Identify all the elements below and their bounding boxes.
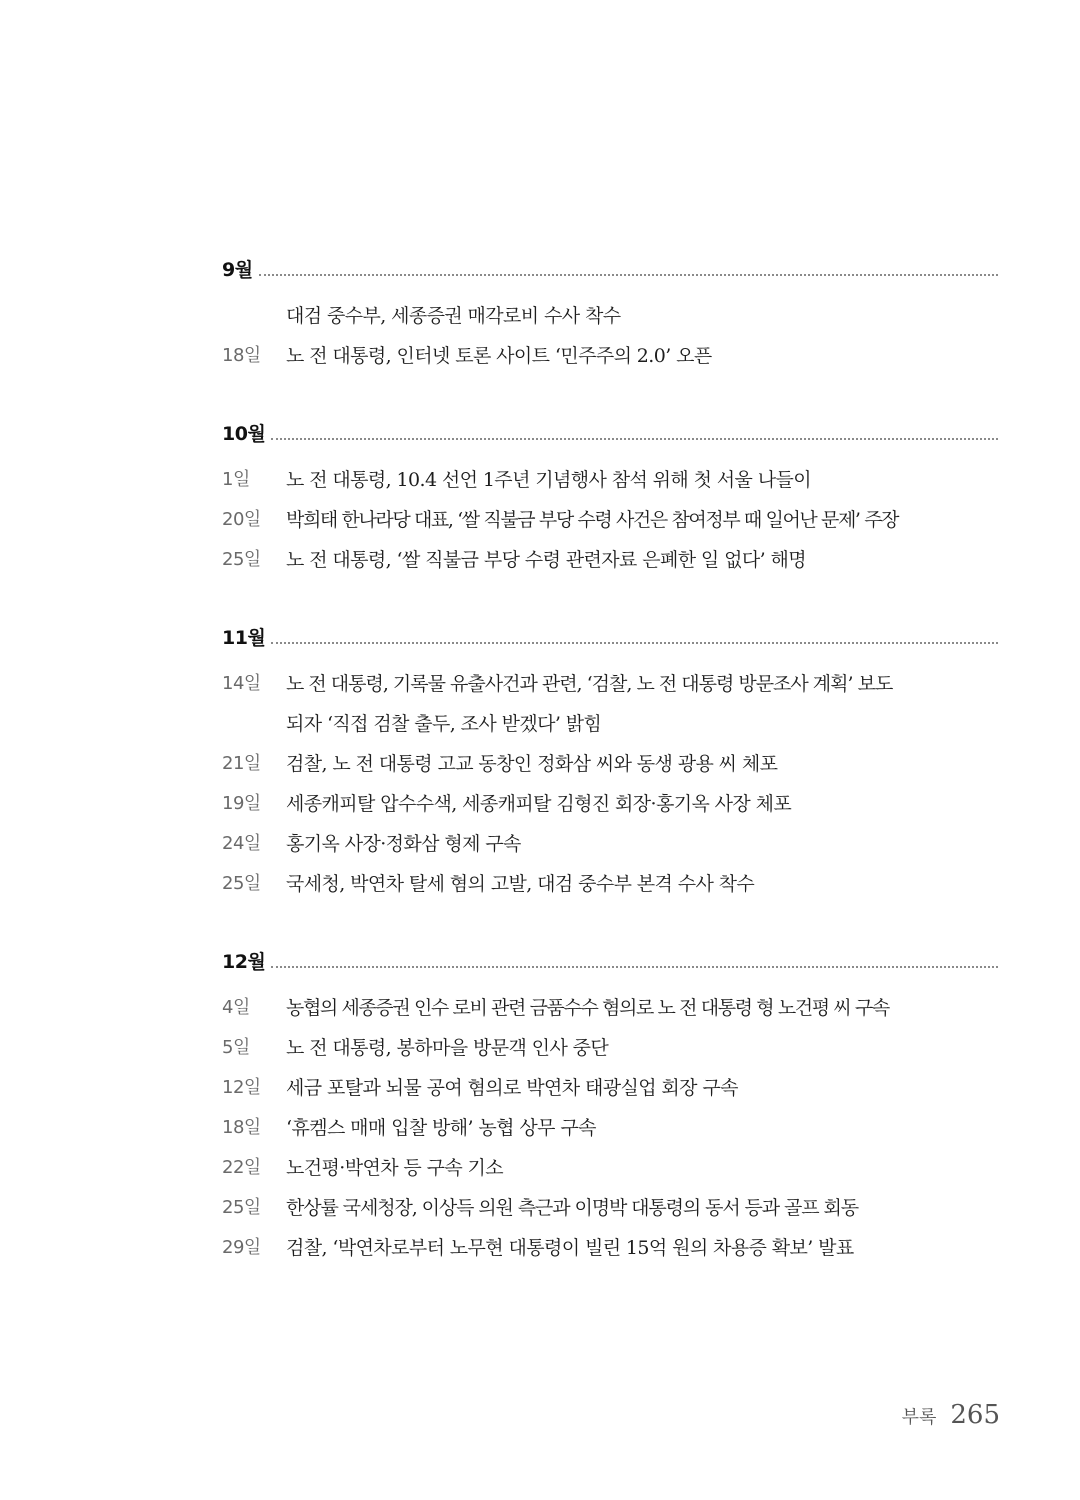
entry-text: 노 전 대통령, 봉하마을 방문객 인사 중단 — [286, 1037, 609, 1059]
month-section-september — [222, 256, 998, 376]
month-title: 10월 — [222, 423, 266, 445]
timeline-entry-continuation — [222, 704, 998, 744]
entry-text: 농협의 세종증권 인수 로비 관련 금품수수 혐의로 노 전 대통령 형 노건평 씨 구속 — [286, 997, 889, 1019]
timeline-entry — [222, 1108, 998, 1148]
entry-day: 1일 — [222, 469, 250, 490]
dotted-leader — [271, 642, 998, 644]
entry-day: 4일 — [222, 997, 250, 1018]
entry-day: 24일 — [222, 833, 261, 854]
entry-day: 19일 — [222, 793, 261, 814]
entry-text: 한상률 국세청장, 이상득 의원 측근과 이명박 대통령의 동서 등과 골프 회동 — [286, 1197, 858, 1219]
entry-text: 세금 포탈과 뇌물 공여 혐의로 박연차 태광실업 회장 구속 — [286, 1077, 738, 1099]
entry-text: 노 전 대통령, ‘쌀 직불금 부당 수령 관련자료 은폐한 일 없다’ 해명 — [286, 549, 807, 571]
timeline-entry — [222, 1228, 998, 1268]
dotted-leader — [259, 274, 998, 276]
entry-text: 검찰, 노 전 대통령 고교 동창인 정화삼 씨와 동생 광용 씨 체포 — [286, 753, 778, 775]
timeline-entry — [222, 784, 998, 824]
month-section-november — [222, 624, 998, 904]
timeline-entry — [222, 296, 998, 336]
entry-text: 세종캐피탈 압수수색, 세종캐피탈 김형진 회장·홍기옥 사장 체포 — [286, 793, 792, 815]
month-title: 11월 — [222, 627, 266, 649]
month-section-october — [222, 420, 998, 580]
entry-text: 대검 중수부, 세종증권 매각로비 수사 착수 — [286, 305, 621, 327]
timeline-entry — [222, 664, 998, 704]
dotted-leader — [271, 966, 998, 968]
month-section-december — [222, 948, 998, 1268]
timeline-entry — [222, 744, 998, 784]
month-header — [222, 256, 998, 282]
timeline-entry — [222, 540, 998, 580]
entry-day: 12일 — [222, 1077, 261, 1098]
entry-text: 홍기옥 사장·정화삼 형제 구속 — [286, 833, 521, 855]
entry-day: 20일 — [222, 509, 261, 530]
section-label: 부록 — [901, 1407, 937, 1428]
dotted-leader — [271, 438, 998, 440]
month-title: 12월 — [222, 951, 266, 973]
entry-day: 22일 — [222, 1157, 261, 1178]
entry-day: 25일 — [222, 549, 261, 570]
month-header — [222, 624, 998, 650]
timeline-entry — [222, 824, 998, 864]
month-header — [222, 420, 998, 446]
entry-day: 5일 — [222, 1037, 250, 1058]
entry-text: 국세청, 박연차 탈세 혐의 고발, 대검 중수부 본격 수사 착수 — [286, 873, 755, 895]
timeline-entry — [222, 460, 998, 500]
entry-text: 노 전 대통령, 10.4 선언 1주년 기념행사 참석 위해 첫 서울 나들이 — [286, 469, 812, 491]
entry-text: ‘휴켐스 매매 입찰 방해’ 농협 상무 구속 — [286, 1117, 596, 1139]
timeline-entry — [222, 1028, 998, 1068]
entry-text: 박희태 한나라당 대표, ‘쌀 직불금 부당 수령 사건은 참여정부 때 일어난 문제’ 주장 — [286, 509, 899, 531]
entry-day: 18일 — [222, 345, 261, 366]
timeline-entry — [222, 988, 998, 1028]
timeline-entry — [222, 1148, 998, 1188]
month-title: 9월 — [222, 259, 253, 281]
month-header — [222, 948, 998, 974]
entry-day: 14일 — [222, 673, 261, 694]
timeline-entry — [222, 1068, 998, 1108]
entry-day: 25일 — [222, 1197, 261, 1218]
entry-text: 노건평·박연차 등 구속 기소 — [286, 1157, 504, 1179]
entry-day: 25일 — [222, 873, 261, 894]
entry-text: 노 전 대통령, 기록물 유출사건과 관련, ‘검찰, 노 전 대통령 방문조사 계획’ 보도 — [286, 673, 893, 695]
page-footer — [902, 1400, 1000, 1430]
timeline-entry — [222, 1188, 998, 1228]
entry-day: 21일 — [222, 753, 261, 774]
entry-day: 29일 — [222, 1237, 261, 1258]
timeline-entry — [222, 500, 998, 540]
timeline — [222, 256, 998, 1312]
entry-day: 18일 — [222, 1117, 261, 1138]
page-number: 265 — [950, 1400, 1000, 1430]
timeline-entry — [222, 336, 998, 376]
entry-text: 검찰, ‘박연차로부터 노무현 대통령이 빌린 15억 원의 차용증 확보’ 발표 — [286, 1237, 854, 1259]
entry-text-continued: 되자 ‘직접 검찰 출두, 조사 받겠다’ 밝힘 — [286, 713, 602, 735]
timeline-entry — [222, 864, 998, 904]
entry-text: 노 전 대통령, 인터넷 토론 사이트 ‘민주주의 2.0’ 오픈 — [286, 345, 712, 367]
